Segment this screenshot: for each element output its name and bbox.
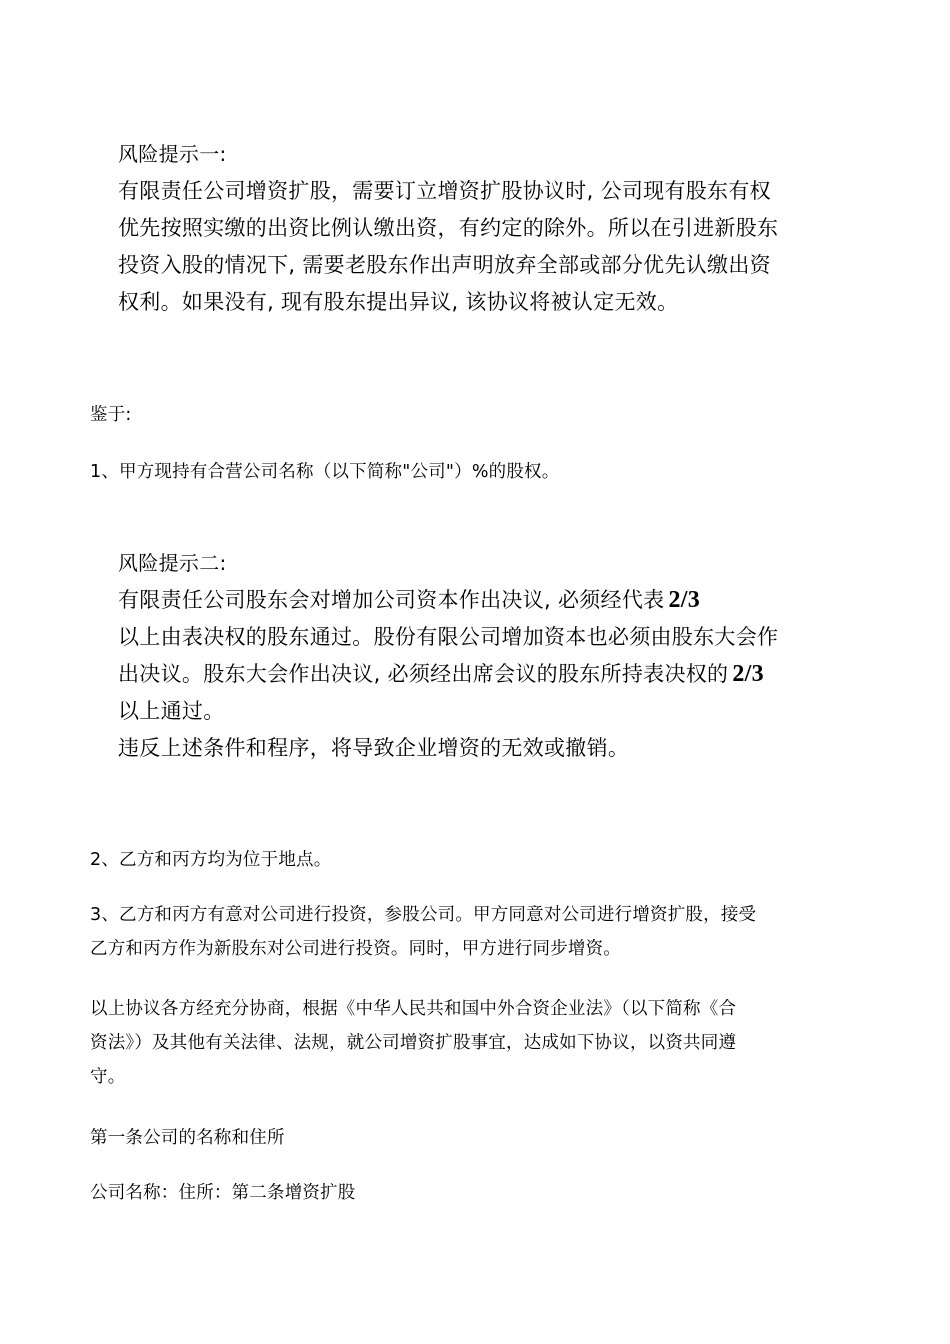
risk-notice-1-line: 投资入股的情况下, 需要老股东作出声明放弃全部或部分优先认缴出资 xyxy=(118,253,771,277)
risk-notice-1-line: 有限责任公司增资扩股，需要订立增资扩股协议时, 公司现有股东有权 xyxy=(118,179,771,203)
risk-notice-1-line: 权利。如果没有, 现有股东提出异议, 该协议将被认定无效。 xyxy=(118,290,679,314)
recital-3-block xyxy=(90,898,870,966)
recital-3-line: 3、乙方和丙方有意对公司进行投资，参股公司。甲方同意对公司进行增资扩股，接受 xyxy=(90,905,757,925)
recital-intro: 鉴于: xyxy=(90,405,132,425)
agreement-basis-line: 资法》）及其他有关法律、法规，就公司增资扩股事宜，达成如下协议，以资共同遵 xyxy=(90,1033,737,1053)
risk-notice-2-line: 以上通过。 xyxy=(118,699,225,723)
article-1-title-block xyxy=(90,1121,870,1155)
recital-1: 1、甲方现持有合营公司名称（以下简称"公司"）%的股权。 xyxy=(90,462,560,482)
risk-notice-2-line xyxy=(118,582,868,619)
two-thirds-number: 2/3 xyxy=(668,587,701,613)
recital-2: 2、乙方和丙方均为位于地点。 xyxy=(90,850,332,870)
risk-notice-2-line: 以上由表决权的股东通过。股份有限公司增加资本也必须由股东大会作 xyxy=(118,625,779,649)
agreement-basis-block xyxy=(90,992,870,1094)
risk-notice-2-line xyxy=(118,656,868,693)
risk-notice-1 xyxy=(118,136,868,321)
article-1-body: 公司名称：住所：第二条增资扩股 xyxy=(90,1183,356,1203)
agreement-basis-line: 守。 xyxy=(90,1067,126,1087)
risk-notice-2-title: 风险提示二: xyxy=(118,551,227,575)
article-1-title: 第一条公司的名称和住所 xyxy=(90,1128,285,1148)
risk-notice-2 xyxy=(118,545,868,767)
risk-notice-1-line: 优先按照实缴的出资比例认缴出资，有约定的除外。所以在引进新股东 xyxy=(118,216,779,240)
recital-2-block xyxy=(90,843,870,877)
recital-3-line: 乙方和丙方作为新股东对公司进行投资。同时，甲方进行同步增资。 xyxy=(90,939,621,959)
risk-notice-1-title: 风险提示一: xyxy=(118,142,227,166)
recital-intro-block xyxy=(90,398,870,432)
risk-notice-2-line: 违反上述条件和程序，将导致企业增资的无效或撤销。 xyxy=(118,736,630,760)
risk-notice-2-line-text: 出决议。股东大会作出决议, 必须经出席会议的股东所持表决权的 xyxy=(118,662,729,686)
agreement-basis-line: 以上协议各方经充分协商，根据《中华人民共和国中外合资企业法》（以下简称《合 xyxy=(90,999,737,1019)
two-thirds-number: 2/3 xyxy=(732,661,764,687)
recital-1-block xyxy=(90,455,870,489)
risk-notice-2-line-text: 有限责任公司股东会对增加公司资本作出决议, 必须经代表 xyxy=(118,588,665,612)
article-1-body-block xyxy=(90,1176,870,1210)
